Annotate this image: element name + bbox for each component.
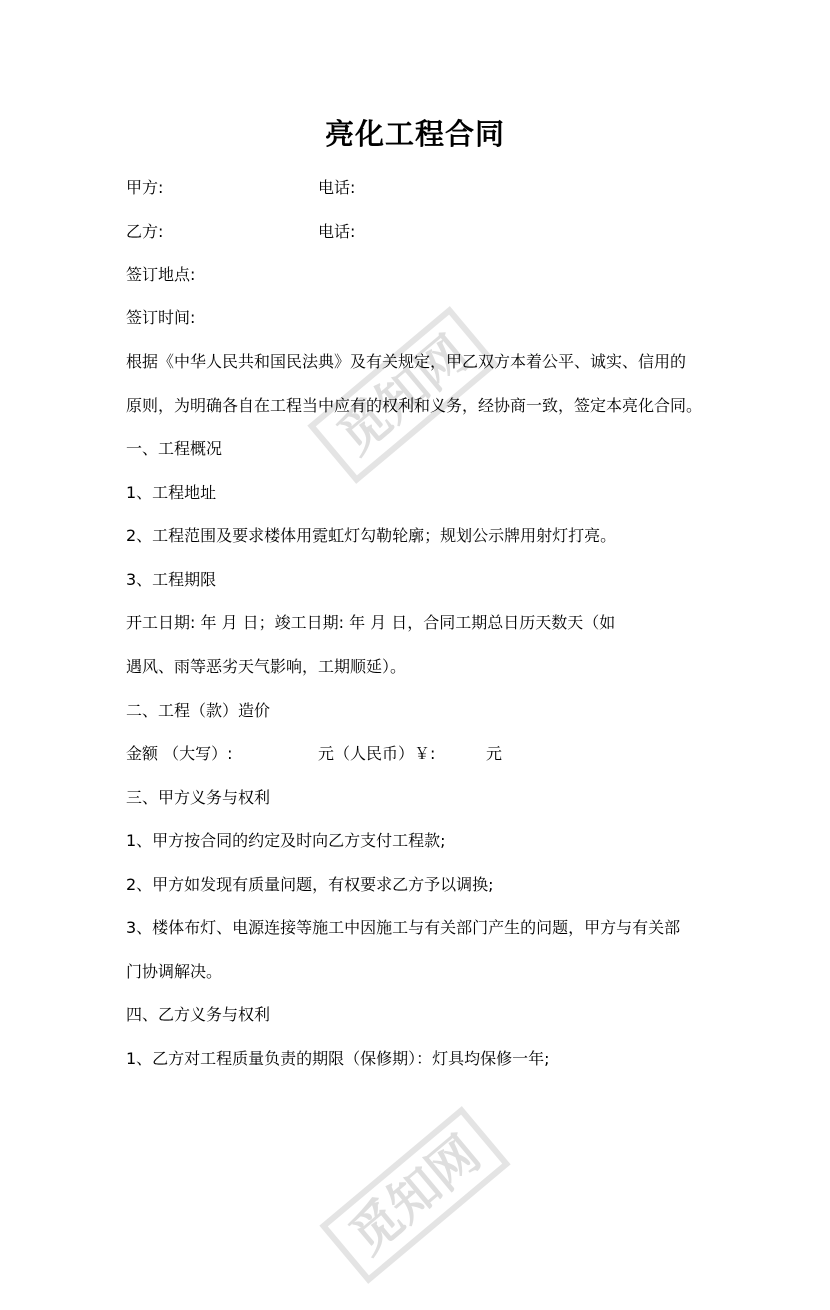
section-3-item-3-line-2: 门协调解决。 xyxy=(126,962,223,981)
section-3-item-3-line-1: 3、楼体布灯、电源连接等施工中因施工与有关部门产生的问题，甲方与有关部 xyxy=(126,918,681,937)
section-1-item-1: 1、工程地址 xyxy=(126,483,217,502)
amount-unit-yuan: 元 xyxy=(486,744,503,763)
section-1-heading: 一、工程概况 xyxy=(126,439,223,458)
amount-label: 金额 （大写）: xyxy=(126,744,233,763)
sign-time-label: 签订时间: xyxy=(126,308,196,327)
party-a-label: 甲方: xyxy=(126,178,164,197)
section-1-dates-line-1: 开工日期: 年 月 日；竣工日期: 年 月 日，合同工期总日历天数天（如 xyxy=(126,613,616,632)
amount-unit-rmb: 元（人民币）￥: xyxy=(318,744,436,763)
intro-line-2: 原则，为明确各自在工程当中应有的权利和义务，经协商一致，签定本亮化合同。 xyxy=(126,396,703,415)
section-4-item-1: 1、乙方对工程质量负责的期限（保修期）：灯具均保修一年; xyxy=(126,1049,550,1068)
section-3-item-2: 2、甲方如发现有质量问题，有权要求乙方予以调换; xyxy=(126,875,494,894)
watermark-logo-bottom xyxy=(300,1080,530,1310)
sign-place-label: 签订地点: xyxy=(126,265,196,284)
party-a-phone-label: 电话: xyxy=(318,178,356,197)
section-1-item-2: 2、工程范围及要求楼体用霓虹灯勾勒轮廓；规划公示牌用射灯打亮。 xyxy=(126,526,617,545)
page-title: 亮化工程合同 xyxy=(324,117,505,151)
intro-line-1: 根据《中华人民共和国民法典》及有关规定，甲乙双方本着公平、诚实、信用的 xyxy=(126,352,687,371)
watermark-text-bottom: 觅知网 xyxy=(338,1124,492,1266)
section-1-dates-line-2: 遇风、雨等恶劣天气影响，工期顺延）。 xyxy=(126,657,407,676)
watermark-text: 觅知网 xyxy=(326,324,480,466)
section-4-heading: 四、乙方义务与权利 xyxy=(126,1005,271,1024)
section-3-item-1: 1、甲方按合同的约定及时向乙方支付工程款; xyxy=(126,831,446,850)
section-2-heading: 二、工程（款）造价 xyxy=(126,701,271,720)
section-3-heading: 三、甲方义务与权利 xyxy=(126,788,271,807)
party-b-label: 乙方: xyxy=(126,222,164,241)
section-1-item-3: 3、工程期限 xyxy=(126,570,217,589)
party-b-phone-label: 电话: xyxy=(318,222,356,241)
